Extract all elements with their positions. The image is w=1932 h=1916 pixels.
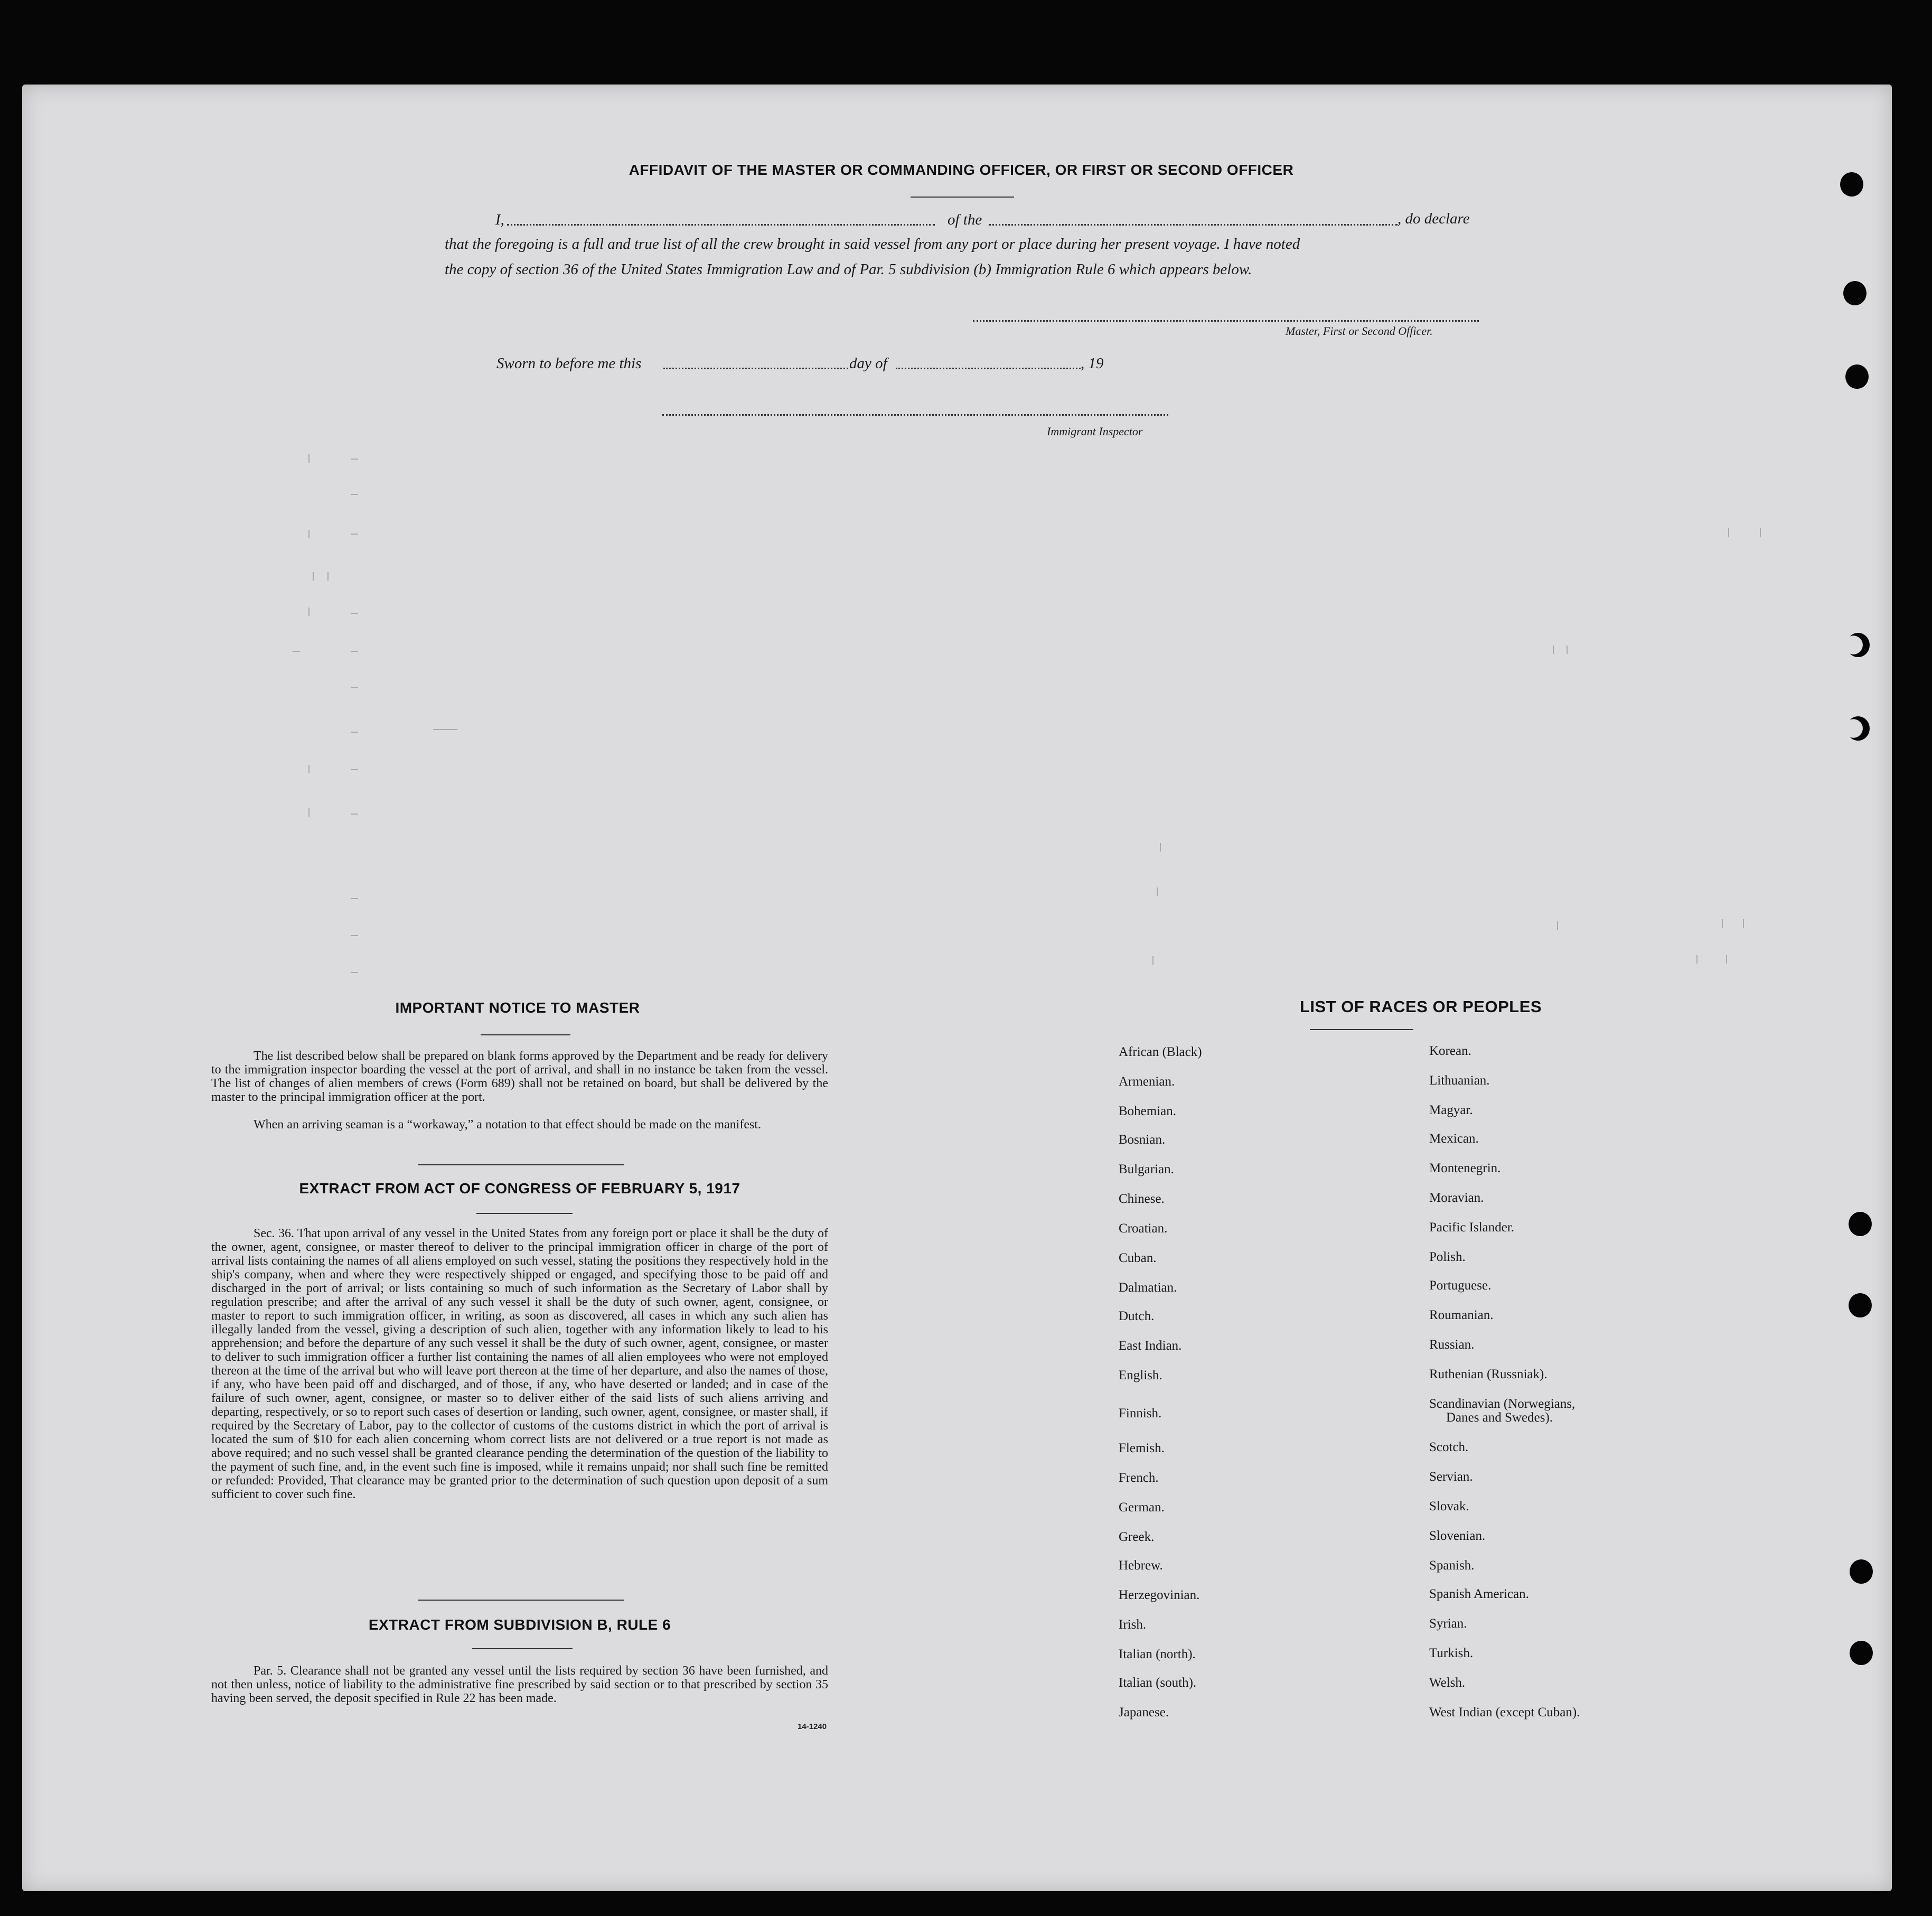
race-item: Danes and Swedes). xyxy=(1446,1410,1553,1425)
races-underline xyxy=(1310,1029,1413,1030)
race-item: Japanese. xyxy=(1119,1705,1169,1719)
race-item: Portuguese. xyxy=(1429,1278,1492,1293)
affidavit-i-label: I, xyxy=(495,211,504,228)
race-item: Magyar. xyxy=(1429,1103,1473,1117)
race-item: Dalmatian. xyxy=(1119,1281,1177,1295)
race-item: Roumanian. xyxy=(1429,1308,1494,1322)
race-item: Bohemian. xyxy=(1119,1104,1177,1118)
race-item: Servian. xyxy=(1429,1470,1473,1484)
punch-hole-icon xyxy=(1846,716,1870,741)
punch-hole-icon xyxy=(1850,1641,1873,1665)
race-item: Scotch. xyxy=(1429,1440,1469,1454)
act-extract-title: EXTRACT FROM ACT OF CONGRESS OF FEBRUARY 5, 1917 xyxy=(299,1180,740,1197)
race-item: Italian (south). xyxy=(1119,1676,1197,1690)
races-title: LIST OF RACES OR PEOPLES xyxy=(1299,997,1542,1016)
punch-hole-icon xyxy=(1849,1212,1872,1236)
affidavit-line-2: that the foregoing is a full and true list of all the crew brought in said vessel from any port or place during her present voyage. I have noted xyxy=(445,236,1300,253)
punch-hole-icon xyxy=(1843,281,1867,305)
race-item: Spanish. xyxy=(1429,1558,1475,1573)
notice-underline xyxy=(481,1034,570,1035)
race-item: Slovak. xyxy=(1429,1499,1469,1513)
act-underline xyxy=(476,1213,573,1214)
race-item: African (Black) xyxy=(1119,1045,1202,1059)
race-item: Armenian. xyxy=(1119,1074,1175,1089)
notice-paragraph-1: The list described below shall be prepared on blank forms approved by the Department and be ready for delivery to the immigration inspector boarding the vessel at the port of arrival, and shall in no instance be taken from the vessel. The list of changes of alien members of crews (Form 689) shall not be retained on board, but shall be delivered by the master to the principal immigration officer at the port. xyxy=(211,1049,828,1104)
inspector-line xyxy=(662,414,1168,416)
notice-divider xyxy=(418,1164,624,1165)
rule-extract-text: Par. 5. Clearance shall not be granted any vessel until the lists required by section 36 have been furnished, and not then unless, notice of liability to the administrative fine prescribed by said section or to that prescribed by section 35 having been served, the deposit specified in Rule 22 has been made. xyxy=(211,1664,828,1705)
race-item: Finnish. xyxy=(1119,1406,1162,1420)
race-item: Welsh. xyxy=(1429,1676,1466,1690)
race-item: Moravian. xyxy=(1429,1191,1484,1205)
year-label: , 19 xyxy=(1081,355,1104,372)
rule-underline xyxy=(472,1648,573,1649)
notice-title: IMPORTANT NOTICE TO MASTER xyxy=(395,999,640,1016)
signature-line xyxy=(973,320,1479,322)
race-item: Spanish American. xyxy=(1429,1587,1529,1601)
sworn-day-line xyxy=(663,368,848,369)
race-item: Slovenian. xyxy=(1429,1529,1486,1543)
race-item: Herzegovinian. xyxy=(1119,1588,1200,1602)
sworn-label: Sworn to before me this xyxy=(496,355,642,372)
race-item: Ruthenian (Russniak). xyxy=(1429,1367,1548,1381)
affidavit-of-label: of the xyxy=(948,211,982,228)
race-item: Scandinavian (Norwegians, xyxy=(1429,1397,1575,1411)
race-item: Polish. xyxy=(1429,1250,1466,1264)
race-item: Bulgarian. xyxy=(1119,1162,1174,1176)
race-item: Montenegrin. xyxy=(1429,1161,1501,1175)
punch-hole-icon xyxy=(1840,172,1863,197)
race-item: German. xyxy=(1119,1500,1165,1515)
affidavit-line-3: the copy of section 36 of the United States Immigration Law and of Par. 5 subdivision (b) Immigration Rule 6 which appears below. xyxy=(445,261,1252,278)
inspector-label: Immigrant Inspector xyxy=(1047,425,1143,438)
punch-hole-icon xyxy=(1845,364,1869,389)
race-item: English. xyxy=(1119,1368,1162,1382)
race-item: Hebrew. xyxy=(1119,1558,1163,1573)
punch-hole-icon xyxy=(1846,633,1870,657)
race-item: Pacific Islander. xyxy=(1429,1220,1515,1235)
race-item: Turkish. xyxy=(1429,1646,1474,1660)
race-item: Mexican. xyxy=(1429,1132,1479,1146)
race-item: West Indian (except Cuban). xyxy=(1429,1705,1580,1719)
signature-label: Master, First or Second Officer. xyxy=(1286,324,1433,338)
race-item: French. xyxy=(1119,1471,1159,1485)
race-item: Cuban. xyxy=(1119,1251,1157,1265)
race-item: Flemish. xyxy=(1119,1441,1165,1455)
punch-hole-icon xyxy=(1850,1559,1873,1584)
race-item: Russian. xyxy=(1429,1338,1475,1352)
form-number: 14-1240 xyxy=(798,1722,827,1731)
race-item: Italian (north). xyxy=(1119,1647,1196,1661)
affidavit-title: AFFIDAVIT OF THE MASTER OR COMMANDING OFFICER, OR FIRST OR SECOND OFFICER xyxy=(629,162,1294,178)
title-underline xyxy=(911,197,1014,198)
act-divider xyxy=(418,1600,624,1601)
punch-hole-icon xyxy=(1849,1293,1872,1317)
race-item: Greek. xyxy=(1119,1530,1155,1544)
race-item: East Indian. xyxy=(1119,1339,1182,1353)
race-item: Lithuanian. xyxy=(1429,1073,1490,1088)
notice-paragraph-2: When an arriving seaman is a “workaway,” a notation to that effect should be made on the manifest. xyxy=(254,1118,761,1132)
affidavit-declare-label: , do declare xyxy=(1398,210,1470,227)
name-field-line xyxy=(507,224,935,226)
sworn-month-line xyxy=(896,368,1081,369)
race-item: Dutch. xyxy=(1119,1309,1155,1323)
race-item: Irish. xyxy=(1119,1618,1147,1632)
vessel-field-line xyxy=(989,224,1398,226)
race-item: Korean. xyxy=(1429,1044,1471,1058)
race-item: Chinese. xyxy=(1119,1192,1165,1206)
rule-extract-title: EXTRACT FROM SUBDIVISION B, RULE 6 xyxy=(368,1616,671,1633)
race-item: Croatian. xyxy=(1119,1221,1168,1236)
day-of-label: day of xyxy=(849,355,887,372)
race-item: Syrian. xyxy=(1429,1616,1467,1631)
act-extract-text: Sec. 36. That upon arrival of any vessel in the United States from any foreign port or place it shall be the duty of the owner, agent, consignee, or master thereof to deliver to the principal immigration officer in charge of the port of arrival lists containing the names of all aliens employed on such vessel, stating the positions they respectively hold in the ship's company, when and where they were respectively shipped or engaged, and specifying those to be paid off and discharged in the port of arrival; or lists containing so much of such information as the Secretary of Labor shall by regulation prescribe; and after the arrival of any such vessel it shall be the duty of such owner, agent, consignee, or master to report to such immigration officer, in writing, as soon as discovered, all cases in which any such alien has illegally landed from the vessel, giving a description of such alien, together with any information likely to lead to his apprehension; and before the departure of any such vessel it shall be the duty of such owner, agent, consignee, or master to deliver to such immigration officer a further list containing the names of all alien employees who were not employed thereon at the time of the arrival but who will leave port thereon at the time of her departure, and also the names of those, if any, who have been paid off and discharged, and of those, if any, who have deserted or landed; and in case of the failure of such owner, agent, consignee, or master so to deliver either of the said lists of such aliens arriving and departing, respectively, or so to report such cases of desertion or landing, such owner, agent, consignee, or master shall, if required by the Secretary of Labor, pay to the collector of customs of the customs district in which the port of arrival is located the sum of $10 for each alien concerning whom correct lists are not delivered or a true report is not made as above required; and no such vessel shall be granted clearance pending the determination of the question of the liability to the payment of such fine, and, in the event such fine is imposed, while it remains unpaid; nor shall such fine be remitted or refunded: Provided, That clearance may be granted prior to the determination of such question upon deposit of a sum sufficient to cover such fine. xyxy=(211,1227,828,1501)
race-item: Bosnian. xyxy=(1119,1133,1166,1147)
